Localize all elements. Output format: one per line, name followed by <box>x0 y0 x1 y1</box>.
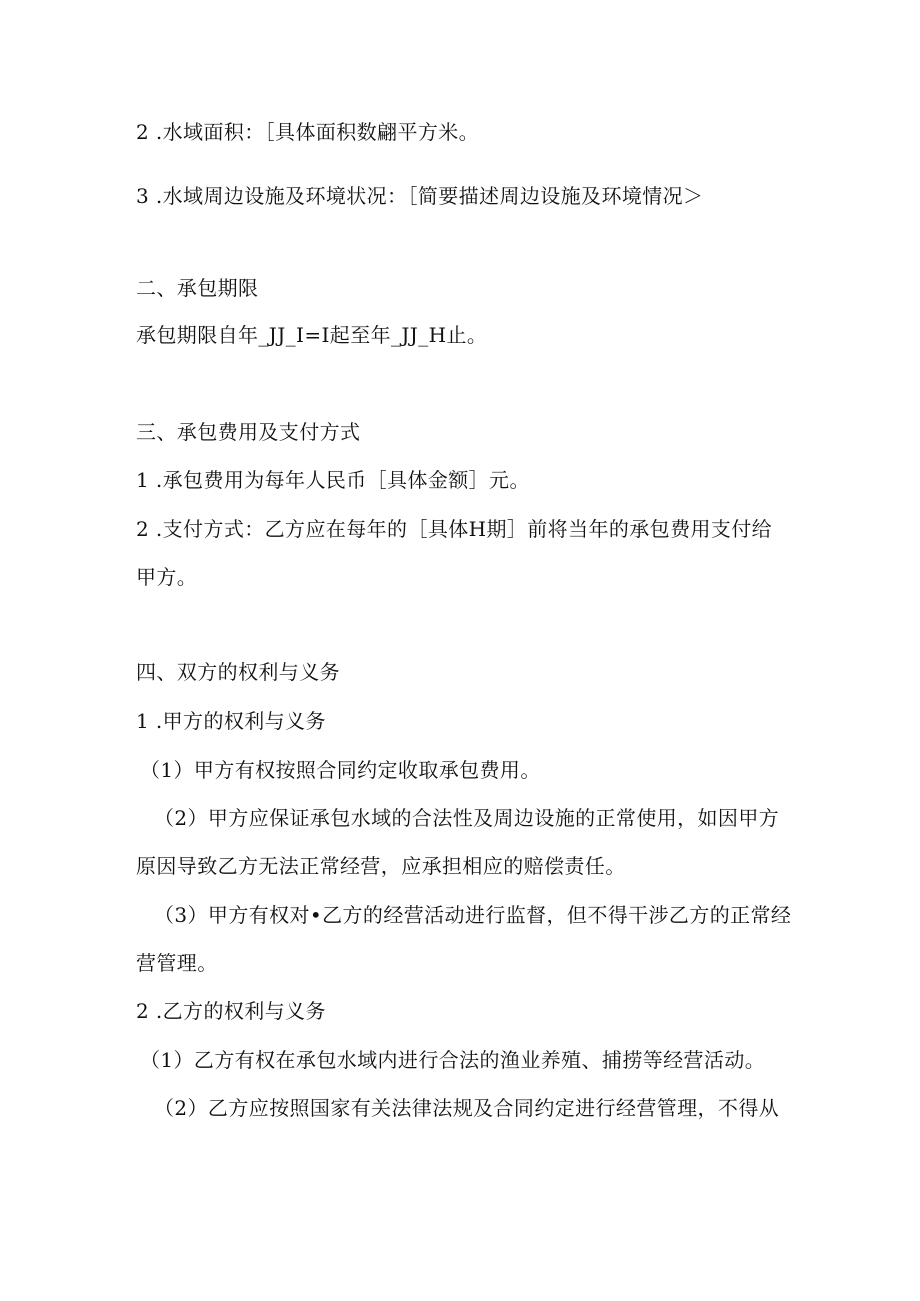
party-a-item-2: （2）甲方应保证承包水域的合法性及周边设施的正常使用，如因甲方 <box>154 806 780 830</box>
item-surrounding-facilities: 3 .水域周边设施及环境状况：［简要描述周边设施及环境情况＞ <box>136 184 704 208</box>
fees-item-2: 2 .支付方式：乙方应在每年的［具体H期］前将当年的承包费用支付给 <box>136 517 773 541</box>
subheading-party-b: 2 .乙方的权利与义务 <box>136 999 326 1023</box>
term-text: 承包期限自年_JJ_I=I起至年_JJ_H止。 <box>136 323 488 347</box>
party-a-item-3-continued: 营管理。 <box>136 951 218 975</box>
section-heading-fees: 三、承包费用及支付方式 <box>136 420 361 444</box>
subheading-party-a: 1 .甲方的权利与义务 <box>136 709 326 733</box>
fees-item-1: 1 .承包费用为每年人民币［具体金额］元。 <box>136 468 530 492</box>
party-a-item-3: （3）甲方有权对•乙方的经营活动进行监督，但不得干涉乙方的正常经 <box>154 903 792 927</box>
party-b-item-1: （1）乙方有权在承包水域内进行合法的渔业养殖、捕捞等经营活动。 <box>140 1048 766 1072</box>
section-heading-term: 二、承包期限 <box>136 276 259 300</box>
section-heading-rights: 四、双方的权利与义务 <box>136 660 340 684</box>
party-a-item-1: （1）甲方有权按照合同约定收取承包费用。 <box>140 758 541 782</box>
fees-item-2-continued: 甲方。 <box>136 565 198 589</box>
item-water-area: 2 .水域面积：［具体面积数翩平方米。 <box>136 120 480 144</box>
party-a-item-2-continued: 原因导致乙方无法正常经营，应承担相应的赔偿责任。 <box>136 854 626 878</box>
party-b-item-2: （2）乙方应按照国家有关法律法规及合同约定进行经营管理，不得从 <box>154 1096 780 1120</box>
